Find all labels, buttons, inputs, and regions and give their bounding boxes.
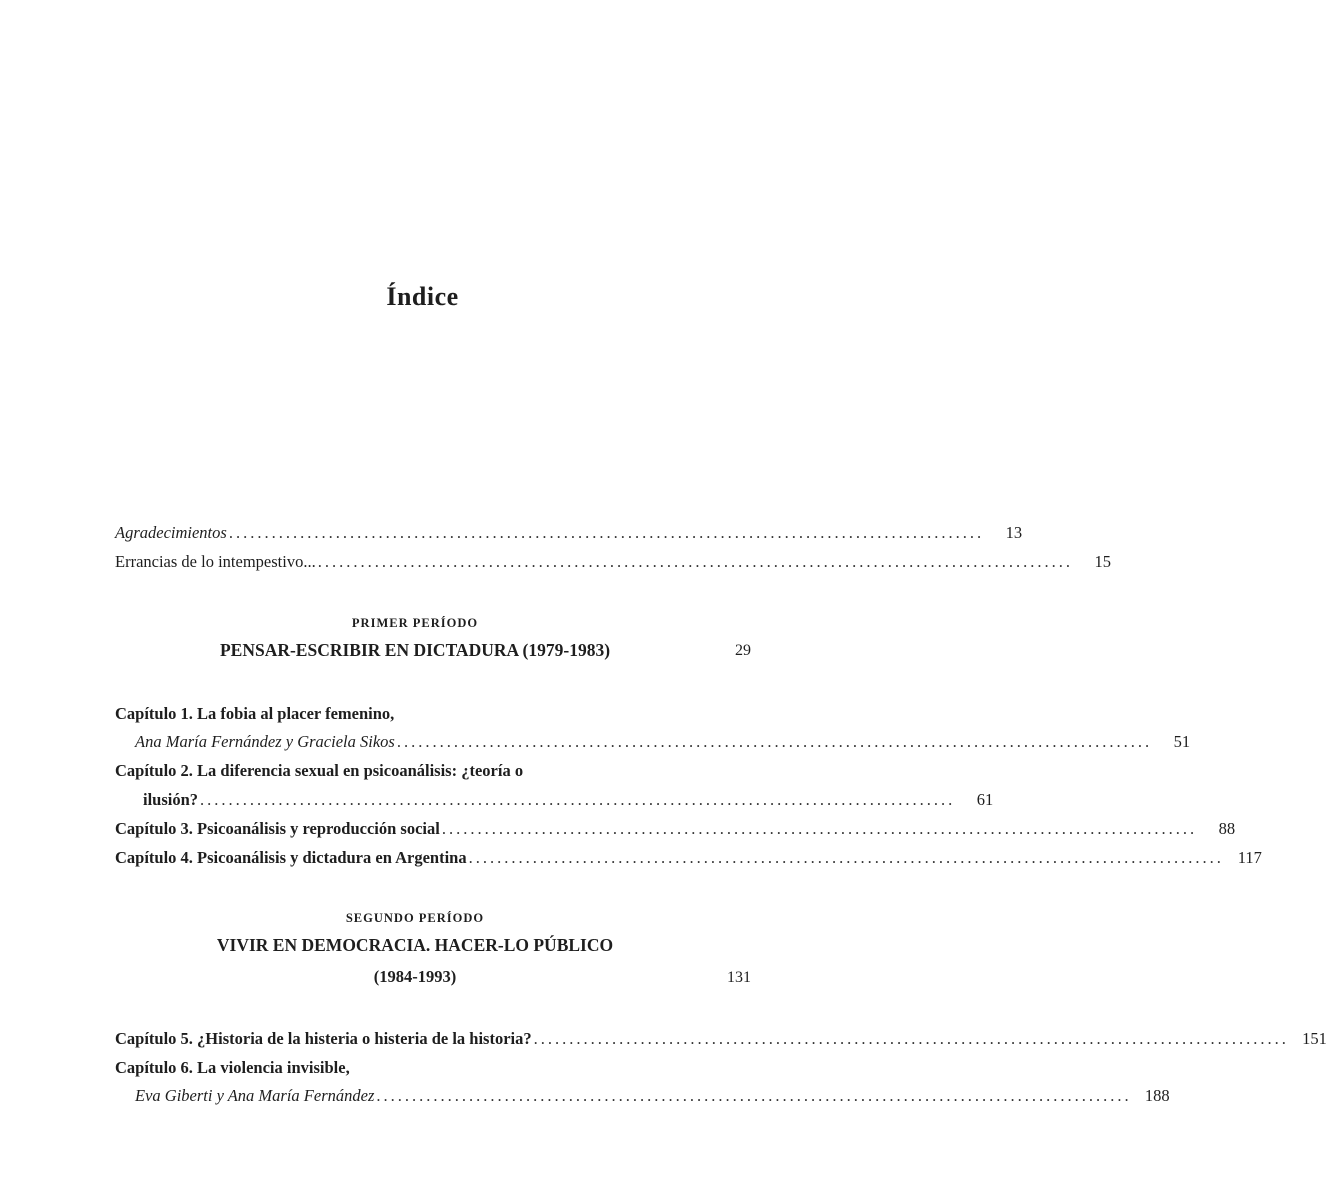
toc-entry-chapter-5[interactable] <box>115 1028 1327 1050</box>
toc-entry-title: Errancias de lo intempestivo... <box>115 552 316 571</box>
toc-entry-chapter-2-continuation[interactable] <box>115 789 994 811</box>
toc-page-number: 13 <box>1005 523 1023 542</box>
toc-entry-chapter-1-authors[interactable] <box>115 731 1191 753</box>
toc-entry-errancias[interactable] <box>115 551 1111 573</box>
leader-dots: .......................................................................................................... <box>533 1029 1289 1048</box>
leader-dots: .......................................................................................................... <box>228 523 985 542</box>
period-page-number: 131 <box>727 969 751 986</box>
toc-entry-chapter-3[interactable] <box>115 818 1236 840</box>
period-page-number: 29 <box>735 642 751 659</box>
toc-page-number: 151 <box>1302 1029 1327 1048</box>
toc-entry-agradecimientos[interactable] <box>115 522 1023 544</box>
toc-entry-title: Capítulo 3. Psicoanálisis y reproducción social <box>115 819 440 838</box>
period-heading-line-1[interactable]: VIVIR EN DEMOCRACIA. HACER-LO PÚBLICO <box>216 935 614 955</box>
page-title: Índice <box>386 282 459 311</box>
toc-entry-chapter-6[interactable] <box>115 1057 751 1079</box>
period-kicker: SEGUNDO PERÍODO <box>345 911 485 925</box>
toc-entry-chapter-6-authors[interactable] <box>115 1085 1170 1107</box>
toc-entry-authors: Eva Giberti y Ana María Fernández <box>135 1086 375 1105</box>
period-kicker: PRIMER PERÍODO <box>351 616 479 630</box>
leader-dots: .......................................................................................................... <box>396 732 1153 751</box>
toc-entry-authors: Ana María Fernández y Graciela Sikos <box>135 732 395 751</box>
toc-page-number: 88 <box>1218 819 1236 838</box>
toc-page-number: 188 <box>1144 1086 1170 1105</box>
leader-dots: .......................................................................................................... <box>468 848 1224 867</box>
leader-dots: .......................................................................................................... <box>376 1086 1132 1105</box>
toc-page-number: 117 <box>1237 848 1262 867</box>
leader-dots: .......................................................................................................... <box>441 819 1198 838</box>
toc-entry-title: Capítulo 4. Psicoanálisis y dictadura en Argentina <box>115 848 467 867</box>
toc-entry-title-continuation: ilusión? <box>143 790 199 809</box>
toc-entry-title: Capítulo 1. La fobia al placer femenino, <box>115 704 395 723</box>
period-heading[interactable]: PENSAR-ESCRIBIR EN DICTADURA (1979-1983) <box>219 640 611 660</box>
period-heading-line-2[interactable]: (1984-1993) <box>373 967 457 986</box>
toc-page-number: 15 <box>1094 552 1111 571</box>
toc-entry-chapter-1[interactable] <box>115 703 751 725</box>
toc-page-number: 51 <box>1173 732 1191 751</box>
toc-entry-chapter-4[interactable] <box>115 847 1262 869</box>
toc-entry-title: Capítulo 5. ¿Historia de la histeria o histeria de la historia? <box>115 1029 532 1048</box>
toc-page-number: 61 <box>976 790 994 809</box>
toc-entry-chapter-2[interactable] <box>115 760 751 782</box>
leader-dots: .......................................................................................................... <box>317 552 1073 571</box>
toc-entry-title: Capítulo 2. La diferencia sexual en psicoanálisis: ¿teoría o <box>115 761 524 780</box>
toc-entry-title: Capítulo 6. La violencia invisible, <box>115 1058 350 1077</box>
toc-entry-title: Agradecimientos <box>115 523 227 542</box>
leader-dots: .......................................................................................................... <box>200 790 956 809</box>
